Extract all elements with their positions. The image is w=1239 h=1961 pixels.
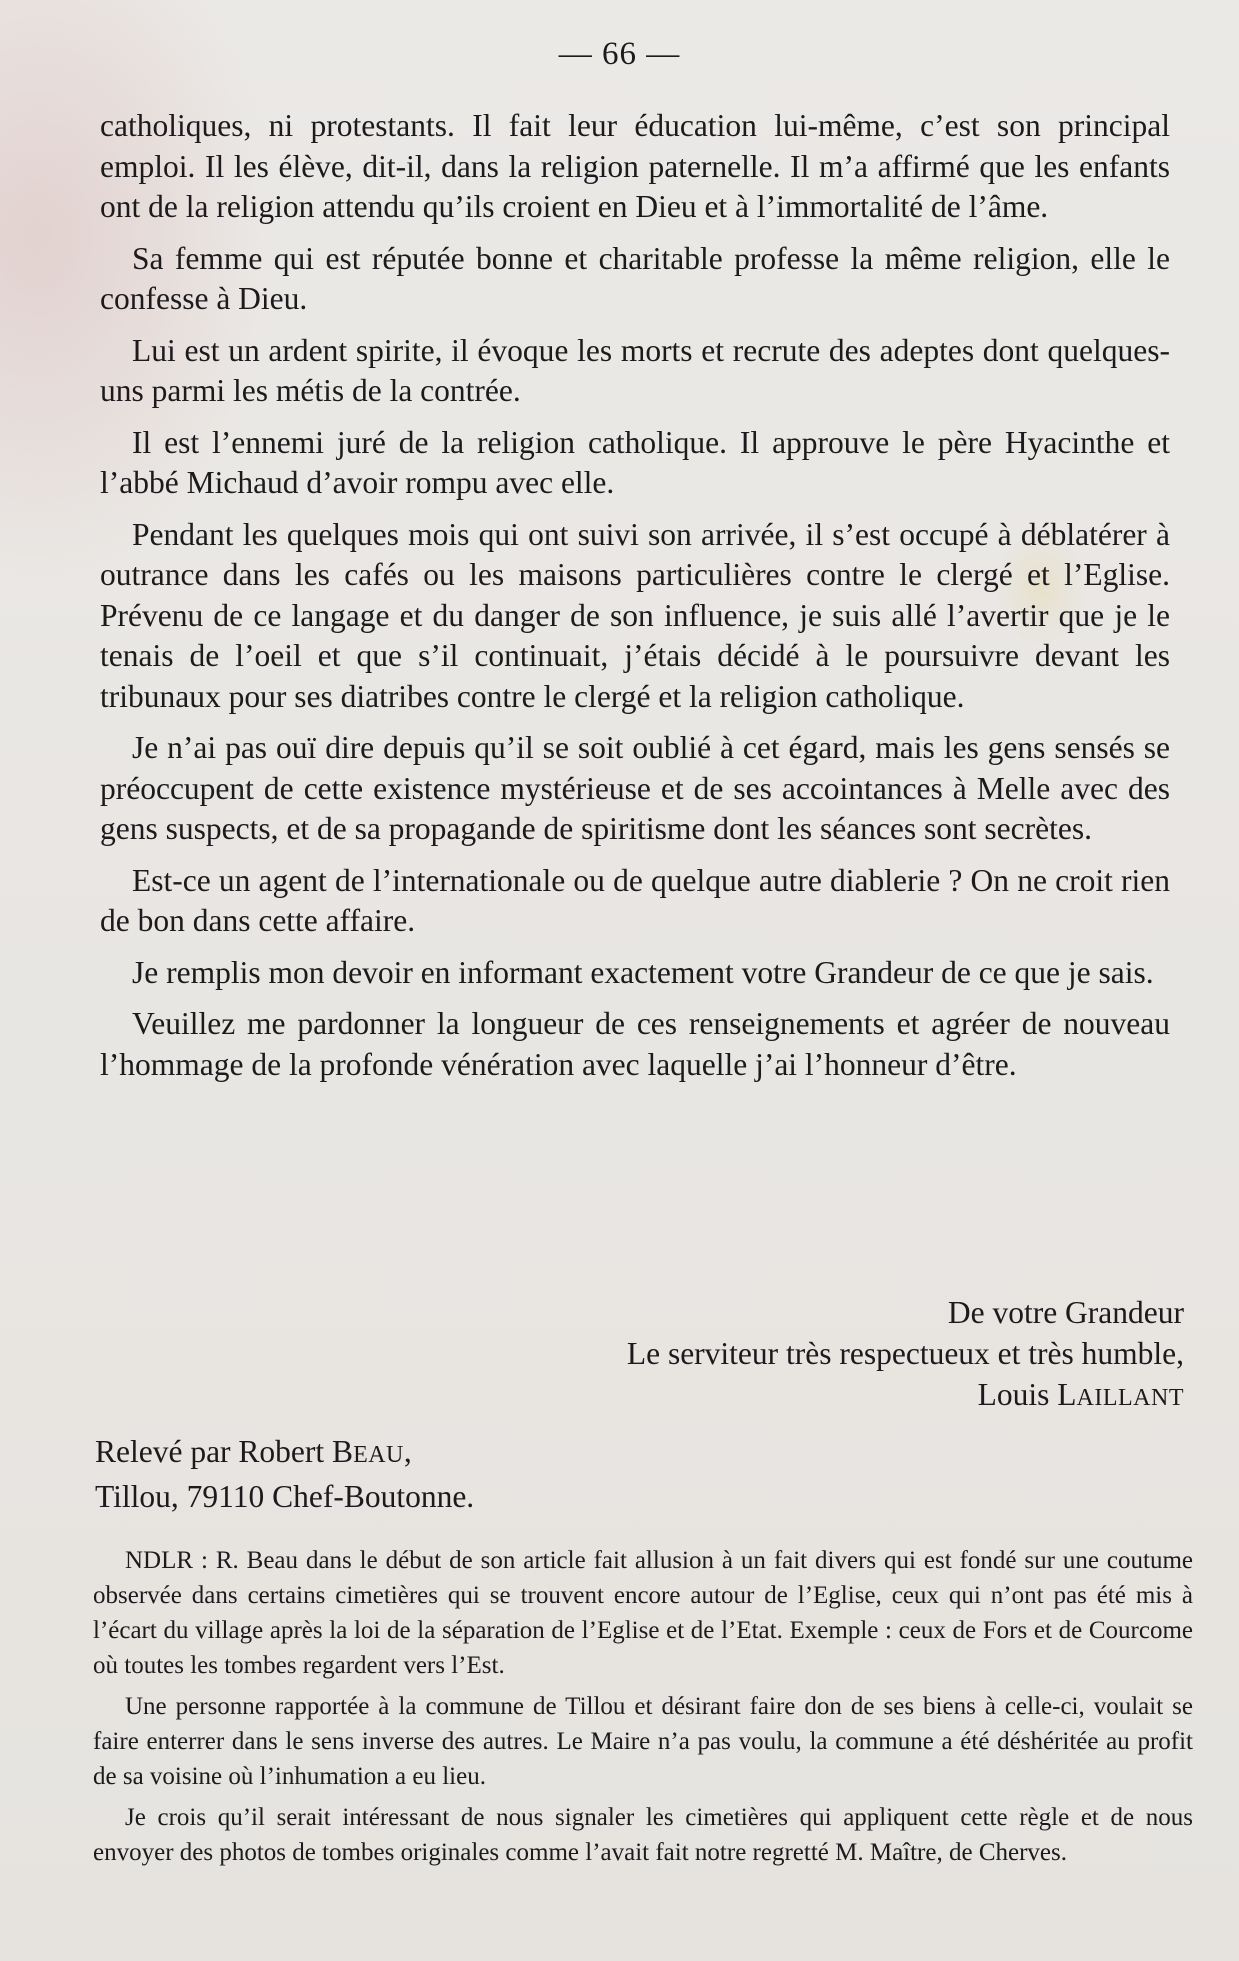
closing-salutation: De votre Grandeur (947, 1295, 1184, 1330)
letter-paragraph: Pendant les quelques mois qui ont suivi son arrivée, il s’est occupé à déblatérer à outrance dans les cafés ou les maisons particulières contre le clergé et l’Eglise. Prévenu de ce langage et du danger de son influence, je suis allé l’avertir que je le tenais de l’oeil et que s’il continuait, j’étais décidé à le poursuivre devant les tribunaux pour ses diatribes contre le clergé et la religion catholique. (100, 516, 1170, 714)
letter-paragraph: Sa femme qui est réputée bonne et charitable professe la même religion, elle le confesse à Dieu. (100, 240, 1170, 316)
closing-formula: Le serviteur très respectueux et très humble, (626, 1336, 1184, 1371)
note-paragraph: Je crois qu’il serait intéressant de nous signaler les cimetières qui appliquent cette règle et de nous envoyer des photos de tombes originales comme l’avait fait notre regretté M. Maître, de Cherves. (93, 1804, 1193, 1866)
letter-closing (627, 1292, 1184, 1419)
letter-paragraph: Lui est un ardent spirite, il évoque les morts et recrute des adeptes dont quelques-uns parmi les métis de la contrée. (100, 332, 1170, 408)
editor-note (93, 1543, 1193, 1876)
signature-last-initial: L (1057, 1377, 1077, 1412)
signature-first-name: Louis (977, 1377, 1050, 1412)
note-paragraph: NDLR : R. Beau dans le début de son article fait allusion à un fait divers qui est fondé sur une coutume observée dans certains cimetières qui se trouvent encore autour de l’Eglise, ceux qui n’ont pas été mis à l’écart du village après la loi de la séparation de l’Eglise et de l’Etat. Exemple : ceux de Fors et de Courcome où toutes les tombes regardent vers l’Est. (93, 1547, 1193, 1679)
note-paragraph: Une personne rapportée à la commune de Tillou et désirant faire don de ses biens à celle-ci, voulait se faire enterrer dans le sens inverse des autres. Le Maire n’a pas voulu, la commune a été déshéritée au profit de sa voisine où l’inhumation a eu lieu. (93, 1693, 1193, 1790)
credit-name-initial: B (332, 1434, 354, 1469)
letter-paragraph: Est-ce un agent de l’internationale ou de quelque autre diablerie ? On ne croit rien de bon dans cette affaire. (100, 862, 1170, 938)
transcription-credit (95, 1431, 474, 1518)
credit-address: Tillou, 79110 Chef-Boutonne. (95, 1479, 475, 1514)
letter-paragraph: Je remplis mon devoir en informant exactement votre Grandeur de ce que je sais. (132, 954, 1154, 990)
letter-paragraph: Je n’ai pas ouï dire depuis qu’il se soit oublié à cet égard, mais les gens sensés se préoccupent de cette existence mystérieuse et de ses accointances à Melle avec des gens suspects, et de sa propagande de spiritisme dont les séances sont secrètes. (100, 730, 1170, 846)
credit-line (95, 1431, 474, 1476)
credit-prefix: Relevé par Robert (95, 1434, 325, 1469)
credit-name-rest: EAU (353, 1442, 404, 1468)
letter-paragraph: Veuillez me pardonner la longueur de ces renseignements et agréer de nouveau l’hommage de la profonde vénération avec laquelle j’ai l’honneur d’être. (100, 1006, 1170, 1082)
page-number: — 66 — (558, 36, 681, 72)
credit-name-suffix: , (403, 1434, 412, 1469)
signature-last-rest: AILLANT (1076, 1385, 1184, 1411)
signature (627, 1374, 1184, 1419)
letter-body (100, 106, 1170, 1096)
letter-paragraph: catholiques, ni protestants. Il fait leur éducation lui-même, c’est son principal emploi. Il les élève, dit-il, dans la religion paternelle. Il m’a affirmé que les enfants ont de la religion attendu qu’ils croient en Dieu et à l’immortalité de l’âme. (100, 108, 1170, 224)
letter-paragraph: Il est l’ennemi juré de la religion catholique. Il approuve le père Hyacinthe et l’abbé Michaud d’avoir rompu avec elle. (100, 424, 1170, 500)
